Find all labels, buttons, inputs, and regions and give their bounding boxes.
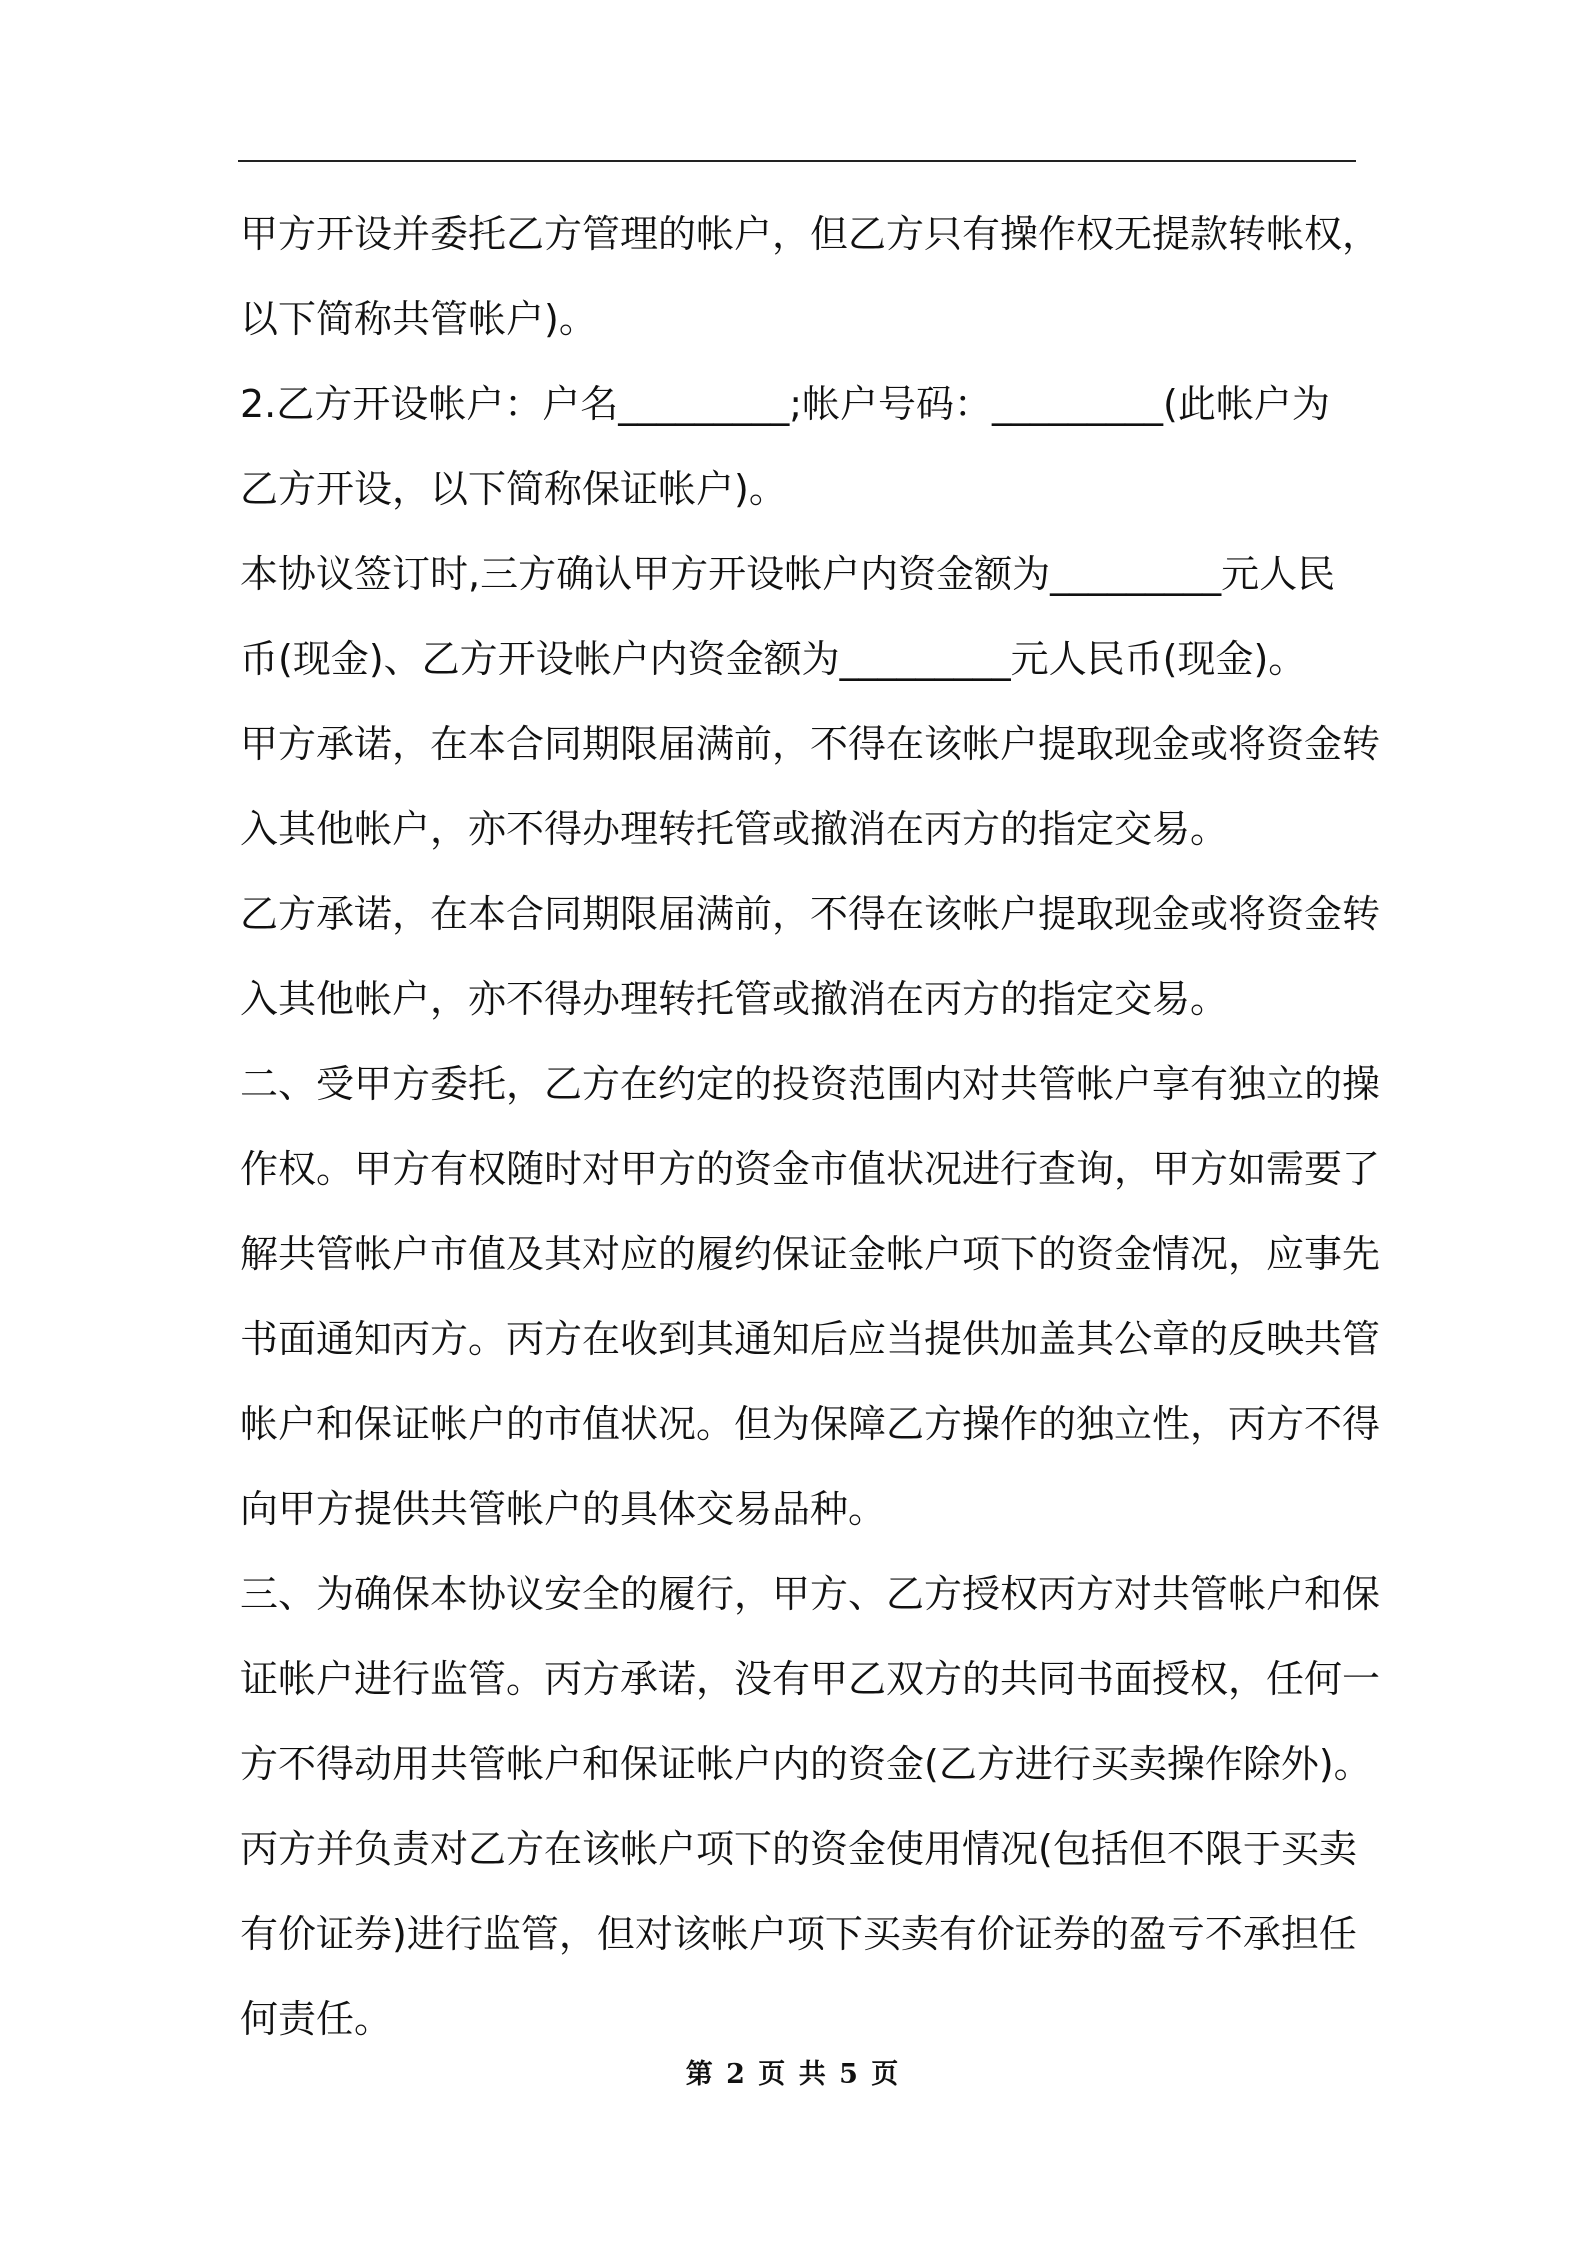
page-number-footer: 第 2 页 共 5 页 <box>685 2059 901 2090</box>
text-line: 甲方开设并委托乙方管理的帐户，但乙方只有操作权无提款转帐权， <box>240 212 1381 256</box>
text-line: 作权。甲方有权随时对甲方的资金市值状况进行查询，甲方如需要了 <box>240 1147 1381 1191</box>
text-line: 向甲方提供共管帐户的具体交易品种。 <box>240 1487 887 1531</box>
text-line: 币(现金)、乙方开设帐户内资金额为_________元人民币(现金)。 <box>240 637 1307 681</box>
text-line: 2.乙方开设帐户：户名_________;帐户号码：_________(此帐户为 <box>240 382 1330 426</box>
text-line: 丙方并负责对乙方在该帐户项下的资金使用情况(包括但不限于买卖 <box>240 1827 1357 1871</box>
text-line: 乙方承诺，在本合同期限届满前，不得在该帐户提取现金或将资金转 <box>240 892 1381 936</box>
text-line: 有价证券)进行监管，但对该帐户项下买卖有价证券的盈亏不承担任 <box>240 1912 1357 1956</box>
text-line: 入其他帐户，亦不得办理转托管或撤消在丙方的指定交易。 <box>240 807 1229 851</box>
text-line: 以下简称共管帐户)。 <box>240 297 597 341</box>
text-line: 乙方开设，以下简称保证帐户)。 <box>240 467 787 511</box>
text-line: 甲方承诺，在本合同期限届满前，不得在该帐户提取现金或将资金转 <box>240 722 1381 766</box>
text-line: 方不得动用共管帐户和保证帐户内的资金(乙方进行买卖操作除外)。 <box>240 1742 1372 1786</box>
text-line: 入其他帐户，亦不得办理转托管或撤消在丙方的指定交易。 <box>240 977 1229 1021</box>
text-line: 证帐户进行监管。丙方承诺，没有甲乙双方的共同书面授权，任何一 <box>240 1657 1381 1701</box>
document-body <box>240 192 1381 2062</box>
text-line: 帐户和保证帐户的市值状况。但为保障乙方操作的独立性，丙方不得 <box>240 1402 1381 1446</box>
header-rule <box>238 160 1356 162</box>
text-line: 三、为确保本协议安全的履行，甲方、乙方授权丙方对共管帐户和保 <box>240 1572 1381 1616</box>
text-line: 二、受甲方委托，乙方在约定的投资范围内对共管帐户享有独立的操 <box>240 1062 1381 1106</box>
text-line: 何责任。 <box>240 1997 393 2041</box>
text-line: 书面通知丙方。丙方在收到其通知后应当提供加盖其公章的反映共管 <box>240 1317 1381 1361</box>
text-line: 本协议签订时,三方确认甲方开设帐户内资金额为_________元人民 <box>240 552 1336 596</box>
text-line: 解共管帐户市值及其对应的履约保证金帐户项下的资金情况，应事先 <box>240 1232 1381 1276</box>
